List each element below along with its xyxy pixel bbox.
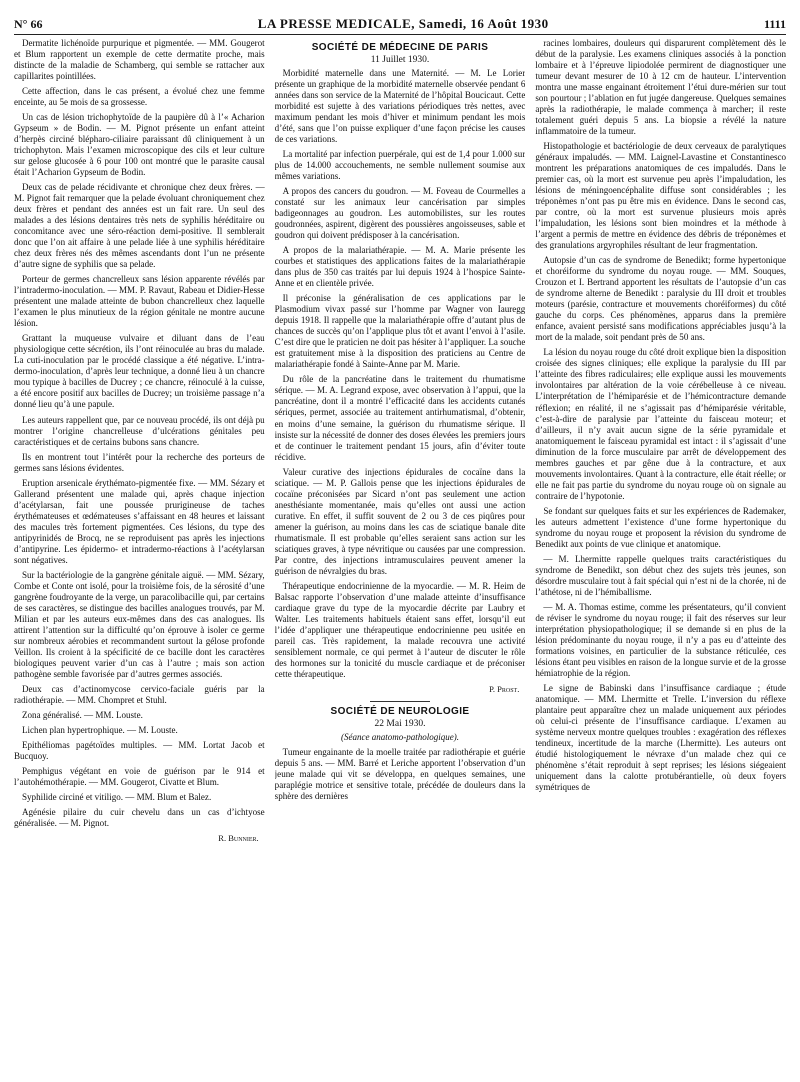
section-date: 11 Juillet 1930. [370, 55, 430, 66]
paragraph: Dermatite lichénoïde purpurique et pigmentée. — MM. Gougerot et Blum rapportent un exemple de cette dermatite proche, mais distincte de la maladie de Schamberg, qui semble se rattacher aux capillarites pointillées. [14, 38, 265, 82]
paragraph: Syphilide circiné et vitiligo. — MM. Blum et Balez. [22, 791, 212, 802]
paragraph: Il préconise la généralisation de ces applications par le Plasmodium vivax passé sur l’homme par Wagner von Iauregg depuis 1918. Il rappelle que la malariathérapie offre d’autant plus de chances de succès qu’on l’applique plus tôt et avant l’envoi à l’asile. C’est dire que le praticien ne doit pas hésiter à l’appliquer. La souche est gratuitement mise à la disposition des praticiens au Centre de malariathérapie fondé à Sainte-Anne par M. Marie. [274, 293, 526, 370]
article-columns [14, 38, 786, 1074]
page-number-left: N° 66 [14, 17, 43, 31]
paragraph: Zona généralisé. — MM. Louste. [22, 709, 143, 720]
paragraph: Tumeur engainante de la moelle traitée par radiothérapie et guérie depuis 5 ans. — MM. Barré et Leriche apportent l’observation d’un jeune malade qui vit se développa, en quelques semaines, une paraplégie motrice et sensitive totale, précédée de douleurs dans la sphère des dernières [274, 746, 526, 801]
paragraph: A propos des cancers du goudron. — M. Foveau de Courmelles a constaté sur les animaux leur cancérisation par simples badigeonnages au goudron. Les automobilistes, sur les routes goudronnées, aspirent, digèrent des poussières angoisseuses, sable et goudron qui doivent prédisposer à la cancérisation. [274, 186, 526, 241]
paragraph: Thérapeutique endocrinienne de la myocardie. — M. R. Heim de Balsac rapporte l’observation d’une malade atteinte d’insuffisance cardiaque grave du type de la myocardie décrite par Laubry et Walter. Les traitements habituels étaient sans effet, lorsqu’il eut l’idée d’appliquer une thérapeutique endocrinienne peu usitée en pareil cas. Très rapidement, la malade recouvra une activité sensiblement normale, ce qui permet à l’auteur de discuter le rôle des hormones sur la tonicité du muscle cardiaque et de préconiser cette thérapeutique. [274, 580, 526, 679]
paragraph: Ils en montrent tout l’intérêt pour la recherche des porteurs de germes sans lésions évidentes. [14, 451, 265, 473]
column-left [14, 38, 265, 1074]
paragraph: Deux cas d’actinomycose cervico-faciale guéris par la radiothérapie. — MM. Chompret et Stuhl. [14, 683, 265, 705]
paragraph: Sur la bactériologie de la gangrène génitale aiguë. — MM. Sézary, Combe et Conte ont isolé, pour la troisième fois, de la sérosité d’une gangrène foudroyante de la verge, un paracolibacille qui, par certains de ses caractères, se distingue des bacilles analogues trouvés, par M. Milian et par les auteurs eux-mêmes dans des cas analogues. Ils attirent l’attention sur la difficulté qu’on éprouve à isoler ce germe sur nombreux aérobies et recommandent surtout la gélose profonde Veillon. Ils croient à la spécificité de ce bacille dont les caractères biologiques peuvent varier d’un cas à l’autre ; mais son action pathogène semble favorisée par d’autres germes associés. [14, 569, 265, 679]
section-subtitle: (Séance anatomo-pathologique). [341, 731, 459, 742]
paragraph: Morbidité maternelle dans une Maternité. — M. Le Lorier présente un graphique de la morbidité maternelle observée pendant 6 années dans son service de la Maternité de l’hôpital Boucicaut. Cette morbidité est sujette à des variations périodiques très nettes, avec maximum pendant les mois d’hiver et minimum pendant les mois d’été, sans que l’on puisse expliquer d’une façon précise les causes de ces variations. [274, 68, 526, 145]
paragraph: La lésion du noyau rouge du côté droit explique bien la disposition croisée des signes cliniques; elle explique la paralysie du III par l’atteinte des fibres radiculaires; elle explique aussi les mouvements involontaires par altération de la voie cérébelleuse à ce niveau. L’interprétation de l’hémiparésie et de l’hémicontracture demande réflexion; en réalité, il ne s’agissait pas d’hémiparésie véritable, c’est-à-dire de paralysie par l’atteinte du faisceau moteur; et d’ailleurs, il n’y avait aucun signe de la série pyramidale et anatomiquement le faisceau pyramidal est intact : il s’agissait d’une diminution de la force musculaire par arrêt de développement des membres gauches et par gêne due à la contracture, et aux mouvements involontaires. Quant à la contracture, elle était réelle; or elle ne fait pas partie du syndrome du noyau rouge où on signale au contraire de l’hypotonie. [535, 347, 787, 501]
paragraph: Autopsie d’un cas de syndrome de Benedikt; forme hypertonique et choréiforme du syndrome du noyau rouge. — MM. Souques, Crouzon et I. Bertrand apportent les résultats de l’autopsie d’un cas de syndrome alterne de Benedikt : paralysie du III droit et troubles moteurs (parésie, contracture et mouvements choréiformes) du côté gauche du corps. Ces phénomènes, apparus dans la première enfance, avaient persisté sans modifications appréciables jusqu’à la mort de la malade, soit pendant près de 50 ans. [535, 255, 787, 343]
paragraph: Eruption arsenicale érythémato-pigmentée fixe. — MM. Sézary et Gallerand présentent une malade qui, après chaque injection d’acétylarsan, fait une poussée prurigineuse de taches érythémateuses et œdémateuses s’affaissant en 48 heures et laissant des macules très fortement pigmentées. Ces lésions, du type des antipyrinidés de Brocq, ne se reproduisent pas après les injections d’antipyrine. Les épidermo- et intradermo-réactions à l’acétylarsan sont négatives. [14, 477, 265, 565]
section-date: 22 Mai 1930. [374, 718, 426, 729]
author-signature: P. Prost. [489, 683, 520, 694]
paragraph: A propos de la malariathérapie. — M. A. Marie présente les courbes et statistiques des applications faites de la malariathérapie dans plus de 350 cas traités par lui depuis 1924 à l’hospice Sainte-Anne et en clientèle privée. [274, 245, 526, 289]
author-signature: R. Bunnier. [218, 833, 259, 844]
paragraph: Pemphigus végétant en voie de guérison par le 914 et l’autohémothérapie. — MM. Gougerot, Civatte et Blum. [14, 765, 265, 787]
paragraph: Epithéliomas pagétoïdes multiples. — MM. Lortat Jacob et Bucquoy. [14, 739, 265, 761]
paragraph: Du rôle de la pancréatine dans le traitement du rhumatisme sérique. — M. A. Legrand expose, avec observation à l’appui, que la pancréatine, dont il a montré l’efficacité dans les accidents cutanés sériques, permet, associée au traitement antirhumatismal, d’obtenir, en moins d’une semaine, la guérison du rhumatisme sérique. Il insiste sur la nécessité de donner des doses élevées les premiers jours et de continuer le traitement pendant 15 jours, afin d’éviter toute récidive. [274, 374, 526, 462]
paragraph: Histopathologie et bactériologie de deux cerveaux de paralytiques généraux impaludés. — MM. Laignel-Lavastine et Constantinesco montrent les préparations anatomiques de ces impaludés. Dans le premier cas, où la mort est survenue peu après l’impaludation, les lésions de méningoencéphalite diffuse sont considérables ; les tréponèmes n’ont pas pu être mis en évidence. Dans le second cas, par contre, où la mort est survenue plusieurs mois après l’impaludation, les lésions sont bien moindres et la méthode à l’argent a permis de mettre en évidence des débris de tréponèmes et des granulations argyrophiles résultant de leur fragmentation. [535, 141, 787, 251]
paragraph: Agénésie pilaire du cuir chevelu dans un cas d’ichtyose généralisée. — M. Pignot. [14, 807, 265, 829]
paragraph: Grattant la muqueuse vulvaire et diluant dans de l’eau physiologique cette sécrétion, ils l’ont réinoculée au bras du malade. La cuti-inoculation par le procédé classique a été négative. L’intra-dermo-inoculation, d’après leur technique, a donné lieu à un chancre mou typique à bacilles de Ducrey ; ce chancre, réinoculé à la cuisse, a été encore positif aux bacilles de Ducrey; un troisième passage n’a donné lieu qu’à une papule. [14, 333, 265, 410]
paragraph: Deux cas de pelade récidivante et chronique chez deux frères. — M. Pignot fait remarquer que la pelade évoluant chroniquement chez deux frères et pendant des années est un fait rare. Un seul des malades a des lésions dentaires très nets de syphilis héréditaire ou concomitance avec une séro-réaction demi-positive. Il semblerait donc que l’on ait affaire à une pelade liée à une syphilis héréditaire chez deux frères nés des mêmes ascendants dont l’un ne présente d’autre signe de syphilis que sa pelade. [14, 182, 265, 270]
section-divider [370, 701, 430, 702]
column-right [535, 38, 786, 1074]
paragraph: racines lombaires, douleurs qui disparurent complètement dès le début de la paralysie. Les examens cliniques associés à la ponction lombaire et à l’épreuve lipiodolée permirent de diagnostiquer une tumeur devant mesurer de 10 à 12 cm de hauteur. L’intervention montra une masse engainant étroitement l’étui dure-mérien sur tout son pourtour ; l’ablation en fut jugée dangereuse. Quelques semaines après la radiothérapie, le malade commença à marcher; il reste totalement guéri depuis 5 ans. La biopsie a révélé la nature inflammatoire de la tumeur. [535, 38, 787, 137]
paragraph: Se fondant sur quelques faits et sur les expériences de Rademaker, les auteurs admettent l’existence d’une forme hypertonique du syndrome du noyau rouge et proposent la révision du syndrome de Benedikt aux points de vue clinique et anatomique. [535, 505, 787, 549]
paragraph: — M. Lhermitte rappelle quelques traits caractéristiques du syndrome de Benedikt, son début chez des sujets très jeunes, son désordre musculaire tout à fait spécial qui n’est ni de la chorée, ni de l’athétose, ni de l’hémiballisme. [535, 553, 787, 597]
paragraph: Valeur curative des injections épidurales de cocaïne dans la sciatique. — M. P. Gallois pense que les injections épidurales de cocaïne préconisées par Sicard n’ont pas seulement une action anesthésiante momentanée, mais qu’elles ont aussi une action curative. En effet, il suffit souvent de 2 ou 3 de ces piqûres pour amener la guérison, au moins dans les cas de sciatique banale dite rhumatismale. Il est probable qu’elles seraient sans action sur les sciatiques graves, à type névritique ou causées par une compression. Par contre, des injections intramusculaires peuvent amener la guérison de névralgies du bras. [274, 466, 526, 576]
section-title: SOCIÉTÉ DE NEUROLOGIE [330, 705, 470, 717]
header-rule [14, 34, 786, 35]
paragraph: Porteur de germes chancrelleux sans lésion apparente révélés par l’intradermo-inoculation. — MM. P. Ravaut, Rabeau et Didier-Hesse présentent une malade atteinte de bubon chancrelleux chez laquelle l’examen le plus minutieux de la région génitale ne montre aucune lésion. [14, 274, 265, 329]
paragraph: La mortalité par infection puerpérale, qui est de 1,4 pour 1.000 sur plus de 14.000 accouchements, ne semble nullement soumise aux mêmes variations. [274, 149, 526, 182]
page-header [14, 6, 786, 32]
paragraph: — M. A. Thomas estime, comme les présentateurs, qu’il convient de réviser le syndrome du noyau rouge; il fait des réserves sur leur interprétation physiopathologique; il se demande si en plus de la lésion prédominante du noyau rouge, il n’y a pas eu d’atteinte des formations voisines, en particulier de la substance réticulée, ces lésions étant peu visibles en raison de la longue survie et de la grosse hémiatrophie de la région. [535, 601, 787, 678]
paragraph: Un cas de lésion trichophytoïde de la paupière dû à l’« Acharion Gypseum » de Bodin. — M. Pignot présente un enfant atteint d’herpès circiné blépharo-ciliaire paraissant dû cliniquement à un trichophyton. Mais l’examen microscopique des cils et leur culture sur gelose glucosée à 6 pour 100 ont montré que le parasite causal était l’Acharion Gypseum de Bodin. [14, 112, 265, 178]
paragraph: Cette affection, dans le cas présent, a évolué chez une femme enceinte, au 5e mois de sa grossesse. [14, 86, 265, 108]
paragraph: Lichen plan hypertrophique. — M. Louste. [22, 724, 178, 735]
section-title: SOCIÉTÉ DE MÉDECINE DE PARIS [311, 42, 489, 53]
page-number-right: 1111 [763, 17, 786, 31]
paragraph: Le signe de Babinski dans l’insuffisance cardiaque ; étude anatomique. — MM. Lhermitte et Trelle. L’inversion du réflexe plantaire peut apparaître chez un malade uniquement aux périodes où celui-ci présente de l’insuffisance cardiaque. L’examen au système nerveux montre quelques troubles : exagération des réflexes tendineux, incertitude de la marche (Lhermitte). Les auteurs ont étudié histologiquement le névraxe d’un malade chez qui ce phénomène s’était reproduit à sept reprises; les lésions siégeaient uniquement dans la calotte protubérantielle, où deux foyers symétriques de [535, 682, 787, 793]
paragraph: Les auteurs rappellent que, par ce nouveau procédé, ils ont déjà pu montrer l’origine chancrelleuse d’ulcérations génitales peu caractéristiques et de certains bubons sans chancre. [14, 414, 265, 447]
journal-title: LA PRESSE MEDICALE, Samedi, 16 Août 1930 [257, 16, 549, 31]
column-middle [275, 38, 526, 1074]
